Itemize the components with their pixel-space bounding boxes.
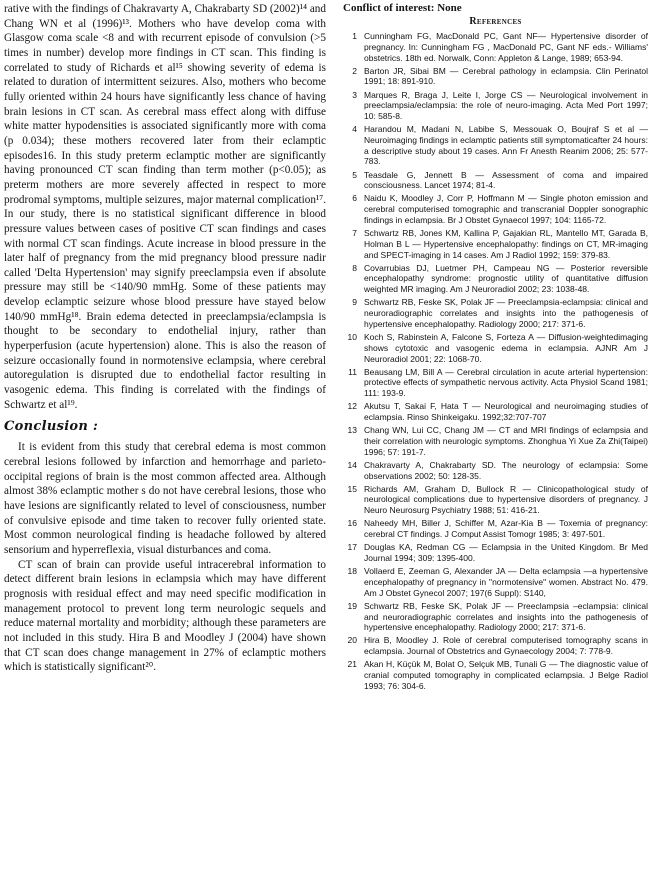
reference-text: Beausang LM, Bill A — Cerebral circulation in acute arterial hypertension: protective effects of sympathetic nervous activity. Acta Physiol Scand 1981; 111: 193-9. — [364, 366, 648, 399]
reference-number: 3 — [352, 89, 357, 100]
reference-text: Schwartz RB, Feske SK, Polak JF — Preeclampsia-eclampsia: clinical and neuroradiographic correlates and insights into the pathogenesis of hypertensive encephalopathy. Radiology 2000; 217: 371-6. — [364, 297, 648, 329]
conclusion-body — [4, 440, 326, 675]
reference-number: 11 — [348, 366, 357, 377]
reference-number: 20 — [347, 635, 357, 646]
reference-list — [343, 31, 648, 692]
reference-item — [343, 263, 648, 295]
reference-item — [343, 228, 648, 260]
reference-text: Richards AM, Graham D, Bullock R — Clinicopathological study of neurological complications due to hypertensive disorders of pregnancy. J Neuro Neurosurg Psychiatry 1988; 51: 416-21. — [364, 483, 648, 516]
reference-number: 6 — [352, 193, 357, 204]
reference-text: Marques R, Braga J, Leite I, Jorge CS — Neurological involvement in preeclampsia/eclampsia: the role of neuro-imaging. Acta Med Port 1997; 10: 585-8. — [364, 89, 648, 122]
reference-text: Barton JR, Sibai BM — Cerebral pathology in eclampsia. Clin Perinatol 1991; 18: 891-910. — [364, 65, 648, 87]
reference-item — [343, 659, 648, 691]
reference-text: Cunningham FG, MacDonald PC, Gant NF— Hypertensive disorder of pregnancy. In: Cunningham FG , MacDonald PC, Gant NF eds.- Williams' obstetrics. 18th ed. Norwalk, Conn: Appleton & Lange, 1989; 653-94. — [364, 31, 648, 63]
reference-item — [343, 460, 648, 482]
reference-number: 9 — [352, 297, 357, 308]
reference-item — [343, 170, 648, 192]
reference-number: 7 — [352, 228, 357, 239]
conflict-of-interest: Conflict of interest: None — [343, 2, 462, 14]
reference-item — [343, 425, 648, 457]
reference-number: 2 — [352, 65, 357, 76]
reference-number: 19 — [347, 600, 357, 611]
reference-item — [343, 31, 648, 63]
reference-text: Naheedy MH, Biller J, Schiffer M, Azar-Kia B — Toxemia of pregnancy: cerebral CT findings. J Comput Assist Tomogr 1985; 3: 497-501. — [364, 518, 648, 540]
discussion-body — [4, 2, 326, 412]
reference-item — [343, 297, 648, 329]
reference-number: 15 — [347, 483, 357, 494]
reference-item — [343, 90, 648, 122]
reference-text: Vollaerd E, Zeeman G, Alexander JA — Delta eclampsia —a hypertensive encephalopathy of pregnancy in "normotensive" women. Abstract No. 479. Am J Obstet Gynecol 2007; 197(6 Suppl): S140, — [364, 566, 648, 598]
reference-item — [343, 635, 648, 657]
reference-number: 14 — [347, 459, 357, 470]
reference-item — [343, 401, 648, 423]
conclusion-heading: Conclusion : — [4, 419, 99, 435]
references-heading: References — [469, 16, 522, 27]
paragraph: rative with the findings of Chakravarty A, Chakrabarty SD (2002)¹⁴ and Chang WN et al (1996)¹³. Mothers who have develop coma with Glasgow coma scale <8 and with recurrent episode of convulsion (>5 times in number) develop more findings in CT scan. This finding is correlated to study of Richards et al¹⁵ showing severity of edema is related to duration of intermittent seizures. Also, mothers who become fully oriented within 24 hours have significantly less chance of having brain lesions in CT scan. As cerebral mass effect along with diffuse white matter hypodensities is associated significantly more with coma (p 0.034); these mothers recovered later from their eclamptic episodes16. In this study preterm eclamptic mother are significantly having pronounced CT scan finding than term mother (p<0.05); as preterm mothers are more severely affected in respect to more prodromal symptoms, multiple seizures, major maternal complication¹⁷. In our study, there is no statistical significant difference in blood pressure values between cases of positive CT scan findings and cases with normal CT scan findings. Acute increase in blood pressure in the later half of pregnancy from the mid pregnancy blood pressure nadir called 'Delta Hypertension' may signify preeclampsia even if absolute pressure may still be <140/90 mmHg. Some of these patients may develop eclamptic seizure whose blood pressure have stayed below 140/90 mmHg¹⁸. Brain edema detected in preeclampsia/eclampsia is thought to be secondary to endothelial injury, rather than hyperperfusion (acute hypertension) alone. This is also the reason of seizure occasionally found in normotensive eclampsia, where cerebral autoregulation is disrupted due to endothelial factor resulting in vasogenic edema. This finding is correlated with the findings of Schwartz et al¹⁹. — [4, 3, 326, 411]
reference-text: Naidu K, Moodley J, Corr P, Hoffmann M — Single photon emission and cerebral computerised tomographic and transcranial Doppler sonographic findings in eclampsia. Br J Obstet Gynaecol 1997; 104: 1165-72. — [364, 193, 648, 225]
paragraph: CT scan of brain can provide useful intracerebral information to detect different brain lesions in eclampsia which may have different prognosis with residual effect and may need specific modification in management protocol to prevent long term neurologic sequels and reduce maternal mortality and morbidity; although these parameters are not included in this study. Hira B and Moodley J (2004) have shown that CT scan does change management in 27% of eclamptic mothers which is statistically significant²⁰. — [4, 558, 326, 674]
reference-number: 13 — [347, 425, 357, 436]
reference-number: 1 — [352, 31, 357, 41]
reference-number: 21 — [347, 659, 357, 670]
reference-text: Covarrubias DJ, Luetmer PH, Campeau NG — Posterior reversible encephalopathy syndrome: prognostic utility of quantitative diffusion weighted MR imaging. Am J Neuroradiol 2002; 23: 1038-48. — [364, 262, 648, 295]
reference-text: Schwartz RB, Feske SK, Polak JF — Preeclampsia –eclampsia: clinical and neuroradiographic correlates and insights into the pathogenesis of hypertensive encephalopathy. Radiology 2000; 217: 371-6. — [364, 600, 648, 633]
paragraph: It is evident from this study that cerebral edema is most common cerebral lesions followed by infarction and hemorrhage and parieto-occipital regions of brain is the most common affected area. Although almost 38% eclamptic mother s do not have cerebral lesions, those who have lesions are significantly related to level of consciousness, number of convulsive episode and time taken to recover fully oriented state. Most common neurological finding is headache followed by altered sensorium and hyperreflexia, visual disturbances and coma. — [4, 441, 326, 556]
reference-text: Akan H, Küçük M, Bolat O, Selçuk MB, Tunali G — The diagnostic value of cranial computed tomography in complicated eclampsia. J Belge Radiol 1993; 76: 304-6. — [364, 659, 648, 691]
reference-text: Chakravarty A, Chakrabarty SD. The neurology of eclampsia: Some observations 2002; 50: 128-35. — [364, 459, 648, 481]
reference-number: 8 — [352, 262, 357, 273]
left-column — [4, 2, 326, 675]
reference-number: 12 — [347, 401, 357, 412]
right-column — [343, 2, 648, 694]
reference-item — [343, 124, 648, 167]
reference-number: 5 — [352, 169, 357, 180]
reference-item — [343, 66, 648, 88]
reference-number: 10 — [347, 332, 357, 343]
reference-number: 16 — [347, 518, 357, 529]
reference-text: Hira B, Moodley J. Role of cerebral computerised tomography scans in eclampsia. Journal of Obstetrics and Gynaecology 2004; 7: 778-9. — [364, 635, 648, 657]
reference-text: Harandou M, Madani N, Labibe S, Messouak O, Boujraf S et al — Neuroimaging findings in eclamptic patients still symptomaticafter 24 hours: a descriptive study about 19 cases. Ann Fr Anesth Reanim 2006; 25: 577-783. — [364, 124, 648, 167]
reference-item — [343, 193, 648, 225]
reference-number: 17 — [347, 542, 357, 553]
reference-item — [343, 542, 648, 564]
reference-item — [343, 601, 648, 633]
reference-text: Schwartz RB, Jones KM, Kallina P, Gajakian RL, Mantello MT, Garada B, Holman B L — Hypertensive encephalopathy: findings on CT, MR-imaging and SPECT-imaging in 14 cases. Am J Radiol 1992; 159: 379-83. — [364, 228, 648, 260]
reference-text: Teasdale G, Jennett B — Assessment of coma and impaired consciousness. Lancet 1974; 81-4. — [364, 169, 648, 191]
reference-text: Douglas KA, Redman CG — Eclampsia in the United Kingdom. Br Med Journal 1994; 309: 1395-400. — [364, 542, 648, 563]
reference-number: 18 — [347, 566, 357, 577]
reference-item — [343, 566, 648, 598]
reference-item — [343, 484, 648, 516]
reference-text: Koch S, Rabinstein A, Falcone S, Forteza A — Diffusion-weightedimaging shows cytotoxic and vasogenic edema in eclampsia. AJNR Am J Neuroradiol 2001; 22: 1068-70. — [364, 332, 648, 364]
reference-number: 4 — [352, 124, 357, 135]
reference-text: Akutsu T, Sakai F, Hata T — Neurological and neuroimaging studies of eclampsia. Rinso Shinkeigaku. 1992;32:707-707 — [364, 401, 648, 423]
reference-text: Chang WN, Lui CC, Chang JM — CT and MRI findings of eclampsia and their correlation with neurologic symptoms. Zhonghua Yi Xue Za Zhi(Taipei) 1996; 57: 191-7. — [364, 425, 648, 457]
reference-item — [343, 332, 648, 364]
reference-item — [343, 367, 648, 399]
reference-item — [343, 518, 648, 540]
